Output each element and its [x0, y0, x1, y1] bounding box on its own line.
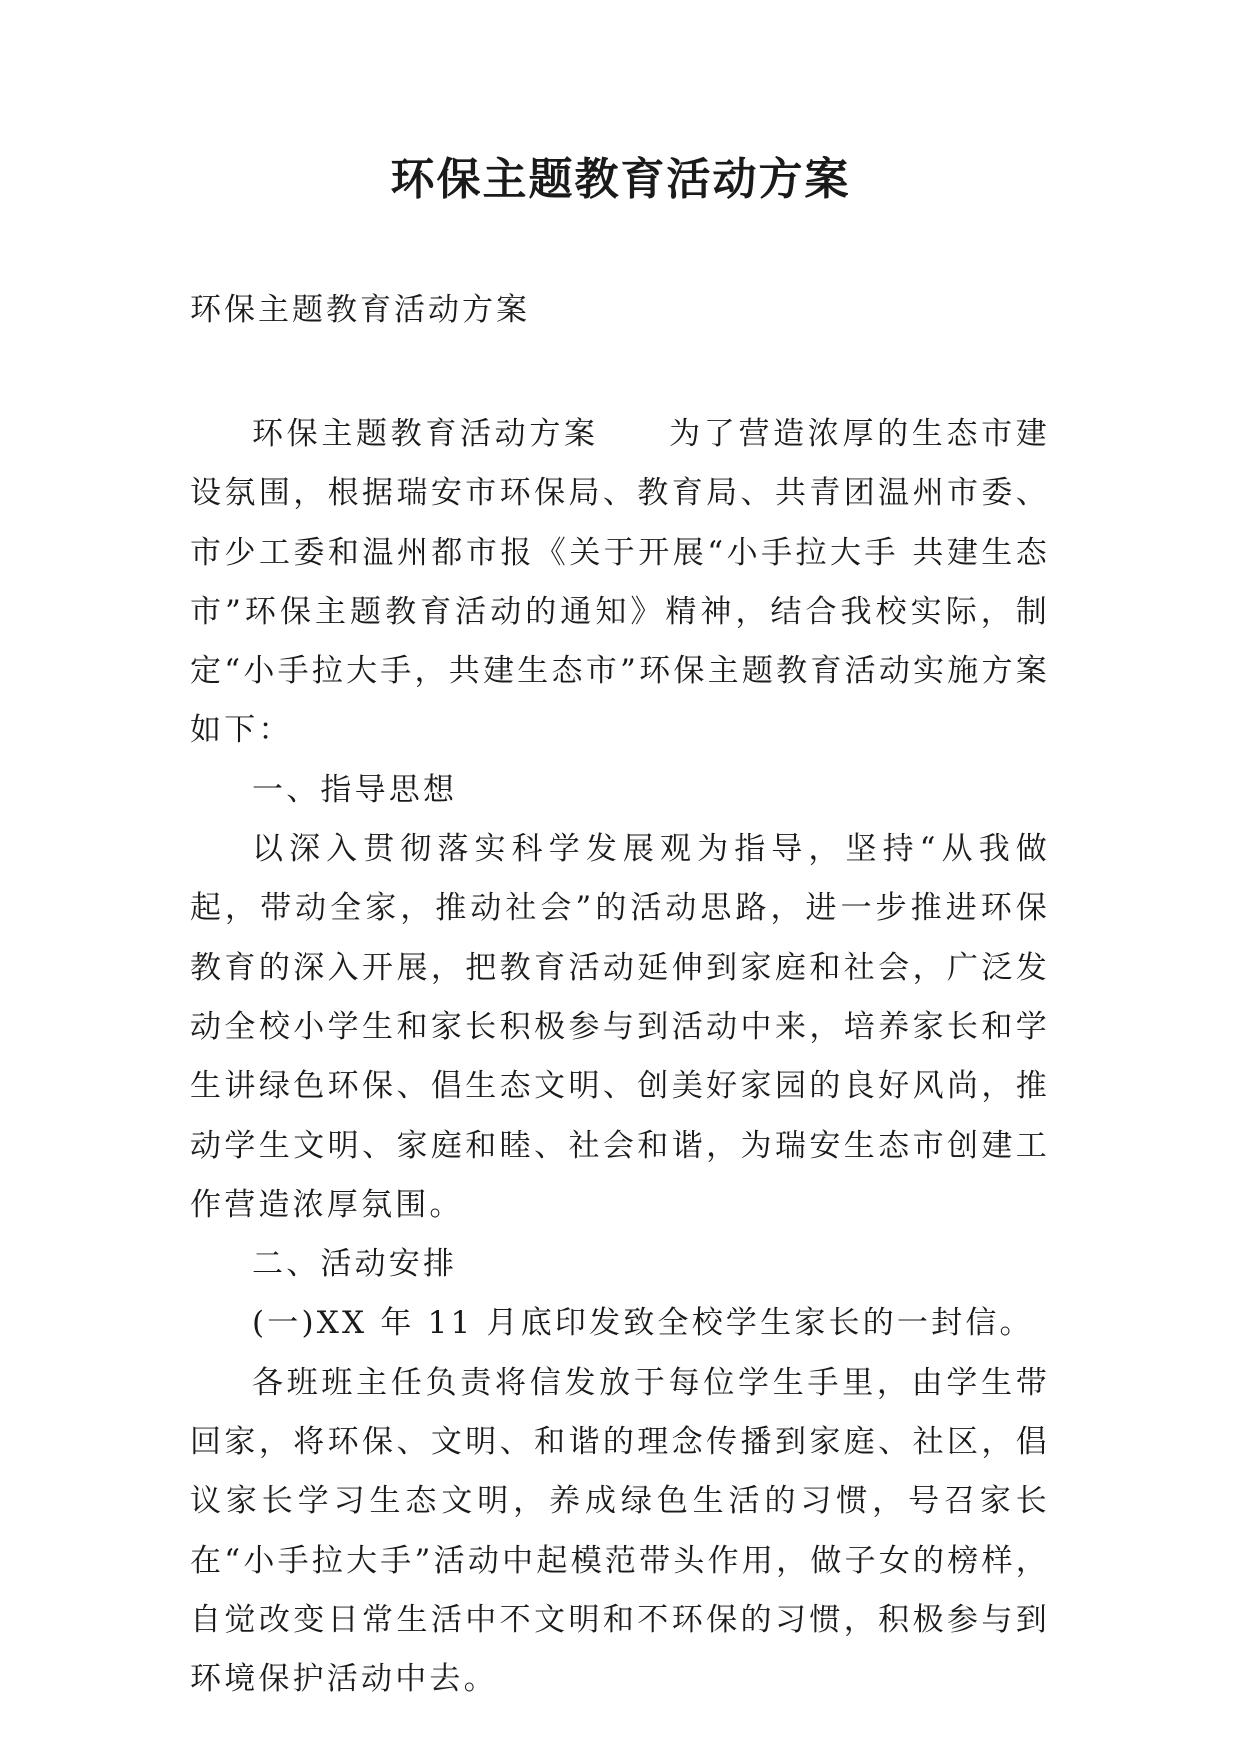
document-subtitle: 环保主题教育活动方案 — [190, 292, 530, 328]
intro-paragraph — [190, 405, 1050, 761]
section-heading-activity-arrangement: 二、活动安排 — [252, 1246, 458, 1283]
intro-lead: 环保主题教育活动方案 — [252, 416, 599, 452]
document-title: 环保主题教育活动方案 — [390, 154, 851, 205]
item-heading-letter: (一)XX 年 11 月底印发致全校学生家长的一封信。 — [252, 1305, 1034, 1342]
item-body-letter: 各班班主任负责将信发放于每位学生手里，由学生带回家，将环保、文明、和谐的理念传播到家庭、社区，倡议家长学习生态文明，养成绿色生活的习惯，号召家长在“小手拉大手”活动中起模范带头作用，做子女的榜样，自觉改变日常生活中不文明和不环保的习惯，积极参与到环境保护活动中去。 — [190, 1364, 1050, 1698]
section-heading-guiding-ideology: 一、指导思想 — [252, 771, 458, 808]
section-body-guiding-ideology: 以深入贯彻落实科学发展观为指导，坚持“从我做起，带动全家，推动社会”的活动思路，进一步推进环保教育的深入开展，把教育活动延伸到家庭和社会，广泛发动全校小学生和家长积极参与到活动中来，培养家长和学生讲绿色环保、倡生态文明、创美好家园的良好风尚，推动学生文明、家庭和睦、社会和谐，为瑞安生态市创建工作营造浓厚氛围。 — [190, 831, 1050, 1223]
intro-text: 为了营造浓厚的生态市建设氛围，根据瑞安市环保局、教育局、共青团温州市委、市少工委和温州都市报《关于开展“小手拉大手 共建生态市”环保主题教育活动的通知》精神，结合我校实际，制定“小手拉大手，共建生态市”环保主题教育活动实施方案如下： — [190, 416, 1051, 749]
document-body — [190, 405, 1050, 1710]
